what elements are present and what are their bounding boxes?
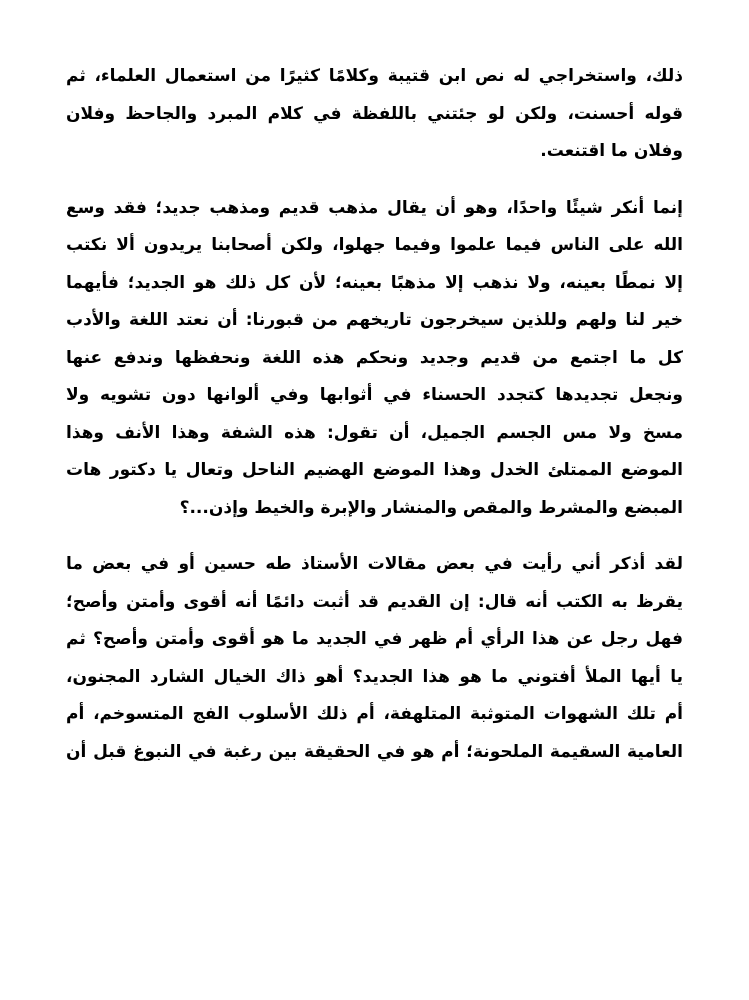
text-line: كل ما اجتمع من قديم وجديد ونحكم هذه اللغة ونحفظها وندفع عنها bbox=[66, 347, 683, 368]
text-line: مسخ ولا مس الجسم الجميل، أن تقول: هذه الشفة وهذا الأنف وهذا bbox=[66, 422, 683, 443]
document-page bbox=[66, 58, 683, 790]
text-line: خير لنا ولهم وللذين سيخرجون تاريخهم من قبورنا: أن نعتد اللغة والأدب bbox=[66, 310, 683, 330]
text-line: وفلان ما اقتنعت. bbox=[540, 141, 683, 161]
text-line: الموضع الممتلئ الخدل وهذا الموضع الهضيم الناحل وتعال يا دكتور هات bbox=[66, 460, 683, 480]
text-line: يا أيها الملأ أفتوني ما هو هذا الجديد؟ أهو ذاك الخيال الشارد المجنون، bbox=[66, 666, 683, 687]
text-line: إنما أنكر شيئًا واحدًا، وهو أن يقال مذهب قديم ومذهب جديد؛ فقد وسع bbox=[66, 197, 683, 218]
text-line: قوله أحسنت، ولكن لو جئتني باللفظة في كلام المبرد والجاحظ وفلان bbox=[66, 103, 683, 124]
text-line: أم تلك الشهوات المتوثبة المتلهفة، أم ذلك الأسلوب الفج المتسوخم، أم bbox=[66, 704, 683, 724]
paragraph-1 bbox=[66, 58, 683, 171]
text-line: ذلك، واستخراجي له نص ابن قتيبة وكلامًا كثيرًا من استعمال العلماء، ثم bbox=[66, 66, 683, 86]
text-line: الله على الناس فيما علموا وفيما جهلوا، ولكن أصحابنا يريدون ألا نكتب bbox=[66, 235, 683, 255]
text-line: فهل رجل عن هذا الرأي أم ظهر في الجديد ما هو أقوى وأمتن وأصح؟ ثم bbox=[66, 629, 683, 649]
text-line: ونجعل تجديدها كتجدد الحسناء في أثوابها وفي ألوانها دون تشويه ولا bbox=[66, 385, 683, 405]
paragraph-3 bbox=[66, 546, 683, 771]
text-line: يقرظ به الكتب أنه قال: إن القديم قد أثبت دائمًا أنه أقوى وأمتن وأصح؛ bbox=[66, 591, 683, 612]
text-line: إلا نمطًا بعينه، ولا نذهب إلا مذهبًا بعينه؛ لأن كل ذلك هو الجديد؛ فأيهما bbox=[66, 272, 683, 293]
text-line: العامية السقيمة الملحونة؛ أم هو في الحقيقة بين رغبة في النبوغ قبل أن bbox=[66, 741, 683, 762]
paragraph-2 bbox=[66, 190, 683, 528]
text-line: المبضع والمشرط والمقص والمنشار والإبرة والخيط وإذن...؟ bbox=[179, 497, 683, 518]
text-line: لقد أذكر أني رأيت في بعض مقالات الأستاذ طه حسين أو في بعض ما bbox=[66, 554, 683, 574]
